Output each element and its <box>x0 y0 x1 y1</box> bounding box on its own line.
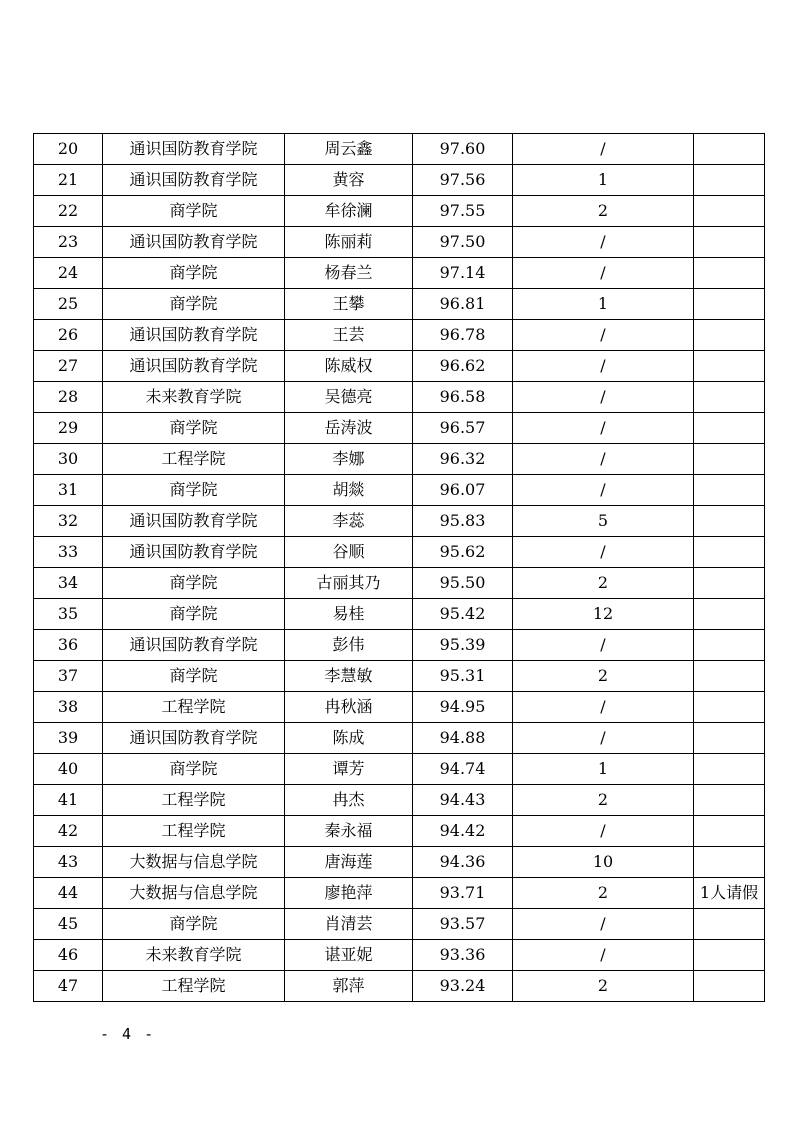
count-cell: / <box>513 909 694 940</box>
college-cell: 通识国防教育学院 <box>103 351 285 382</box>
student-name-cell: 陈威权 <box>285 351 413 382</box>
note-cell <box>694 413 765 444</box>
table-row <box>34 661 765 692</box>
row-number: 26 <box>34 320 103 351</box>
row-number: 20 <box>34 134 103 165</box>
student-name-cell: 杨春兰 <box>285 258 413 289</box>
count-cell: 2 <box>513 568 694 599</box>
note-cell <box>694 382 765 413</box>
note-cell <box>694 475 765 506</box>
college-cell: 商学院 <box>103 568 285 599</box>
college-cell: 通识国防教育学院 <box>103 537 285 568</box>
row-number: 24 <box>34 258 103 289</box>
score-cell: 95.39 <box>413 630 513 661</box>
college-cell: 通识国防教育学院 <box>103 134 285 165</box>
college-cell: 商学院 <box>103 258 285 289</box>
college-cell: 商学院 <box>103 413 285 444</box>
row-number: 36 <box>34 630 103 661</box>
student-name-cell: 彭伟 <box>285 630 413 661</box>
count-cell: / <box>513 258 694 289</box>
score-cell: 96.62 <box>413 351 513 382</box>
college-cell: 未来教育学院 <box>103 382 285 413</box>
college-cell: 通识国防教育学院 <box>103 165 285 196</box>
college-cell: 通识国防教育学院 <box>103 723 285 754</box>
count-cell: / <box>513 940 694 971</box>
student-name-cell: 肖清芸 <box>285 909 413 940</box>
score-cell: 97.50 <box>413 227 513 258</box>
note-cell <box>694 909 765 940</box>
table-row <box>34 599 765 630</box>
student-name-cell: 谌亚妮 <box>285 940 413 971</box>
row-number: 30 <box>34 444 103 475</box>
student-name-cell: 谷顺 <box>285 537 413 568</box>
student-name-cell: 王芸 <box>285 320 413 351</box>
score-cell: 94.88 <box>413 723 513 754</box>
row-number: 40 <box>34 754 103 785</box>
count-cell: / <box>513 382 694 413</box>
college-cell: 商学院 <box>103 599 285 630</box>
count-cell: / <box>513 351 694 382</box>
note-cell <box>694 723 765 754</box>
student-name-cell: 冉秋涵 <box>285 692 413 723</box>
score-cell: 96.57 <box>413 413 513 444</box>
score-cell: 95.62 <box>413 537 513 568</box>
note-cell <box>694 134 765 165</box>
score-cell: 96.81 <box>413 289 513 320</box>
student-name-cell: 陈丽莉 <box>285 227 413 258</box>
note-cell <box>694 289 765 320</box>
score-cell: 94.42 <box>413 816 513 847</box>
row-number: 42 <box>34 816 103 847</box>
college-cell: 未来教育学院 <box>103 940 285 971</box>
note-cell <box>694 227 765 258</box>
row-number: 37 <box>34 661 103 692</box>
ranking-table <box>33 133 765 1002</box>
count-cell: / <box>513 227 694 258</box>
row-number: 33 <box>34 537 103 568</box>
college-cell: 大数据与信息学院 <box>103 878 285 909</box>
count-cell: 12 <box>513 599 694 630</box>
student-name-cell: 牟徐澜 <box>285 196 413 227</box>
student-name-cell: 郭萍 <box>285 971 413 1002</box>
table-row <box>34 227 765 258</box>
college-cell: 通识国防教育学院 <box>103 227 285 258</box>
note-cell <box>694 816 765 847</box>
table-row <box>34 196 765 227</box>
student-name-cell: 陈成 <box>285 723 413 754</box>
table-row <box>34 444 765 475</box>
note-cell <box>694 692 765 723</box>
college-cell: 商学院 <box>103 289 285 320</box>
table-row <box>34 537 765 568</box>
row-number: 38 <box>34 692 103 723</box>
table-row <box>34 630 765 661</box>
count-cell: 2 <box>513 661 694 692</box>
score-cell: 97.55 <box>413 196 513 227</box>
college-cell: 工程学院 <box>103 816 285 847</box>
table-row <box>34 940 765 971</box>
score-cell: 93.57 <box>413 909 513 940</box>
row-number: 45 <box>34 909 103 940</box>
score-cell: 97.60 <box>413 134 513 165</box>
table-row <box>34 754 765 785</box>
table-row <box>34 971 765 1002</box>
note-cell: 1人请假 <box>694 878 765 909</box>
count-cell: / <box>513 413 694 444</box>
row-number: 31 <box>34 475 103 506</box>
student-name-cell: 易桂 <box>285 599 413 630</box>
row-number: 21 <box>34 165 103 196</box>
table-row <box>34 165 765 196</box>
ranking-table-body <box>34 134 765 1002</box>
count-cell: / <box>513 630 694 661</box>
table-row <box>34 506 765 537</box>
count-cell: 10 <box>513 847 694 878</box>
table-row <box>34 909 765 940</box>
score-cell: 94.95 <box>413 692 513 723</box>
college-cell: 通识国防教育学院 <box>103 506 285 537</box>
count-cell: / <box>513 475 694 506</box>
count-cell: 2 <box>513 971 694 1002</box>
table-row <box>34 382 765 413</box>
student-name-cell: 廖艳萍 <box>285 878 413 909</box>
row-number: 44 <box>34 878 103 909</box>
row-number: 32 <box>34 506 103 537</box>
row-number: 41 <box>34 785 103 816</box>
student-name-cell: 秦永福 <box>285 816 413 847</box>
note-cell <box>694 506 765 537</box>
note-cell <box>694 630 765 661</box>
note-cell <box>694 537 765 568</box>
note-cell <box>694 258 765 289</box>
count-cell: 2 <box>513 878 694 909</box>
count-cell: / <box>513 444 694 475</box>
college-cell: 商学院 <box>103 754 285 785</box>
student-name-cell: 岳涛波 <box>285 413 413 444</box>
note-cell <box>694 599 765 630</box>
table-row <box>34 785 765 816</box>
note-cell <box>694 165 765 196</box>
note-cell <box>694 940 765 971</box>
college-cell: 通识国防教育学院 <box>103 630 285 661</box>
note-cell <box>694 444 765 475</box>
note-cell <box>694 568 765 599</box>
count-cell: 1 <box>513 754 694 785</box>
table-row <box>34 258 765 289</box>
student-name-cell: 黄容 <box>285 165 413 196</box>
score-cell: 93.24 <box>413 971 513 1002</box>
student-name-cell: 王攀 <box>285 289 413 320</box>
college-cell: 工程学院 <box>103 785 285 816</box>
note-cell <box>694 754 765 785</box>
table-row <box>34 475 765 506</box>
student-name-cell: 谭芳 <box>285 754 413 785</box>
note-cell <box>694 847 765 878</box>
table-row <box>34 413 765 444</box>
note-cell <box>694 320 765 351</box>
note-cell <box>694 785 765 816</box>
score-cell: 97.56 <box>413 165 513 196</box>
score-cell: 95.31 <box>413 661 513 692</box>
college-cell: 商学院 <box>103 475 285 506</box>
college-cell: 工程学院 <box>103 444 285 475</box>
count-cell: 1 <box>513 289 694 320</box>
student-name-cell: 李慧敏 <box>285 661 413 692</box>
note-cell <box>694 661 765 692</box>
score-cell: 94.43 <box>413 785 513 816</box>
score-cell: 97.14 <box>413 258 513 289</box>
row-number: 35 <box>34 599 103 630</box>
count-cell: / <box>513 537 694 568</box>
score-cell: 94.74 <box>413 754 513 785</box>
score-cell: 95.83 <box>413 506 513 537</box>
row-number: 34 <box>34 568 103 599</box>
count-cell: 1 <box>513 165 694 196</box>
college-cell: 商学院 <box>103 661 285 692</box>
score-cell: 93.36 <box>413 940 513 971</box>
count-cell: / <box>513 723 694 754</box>
count-cell: 5 <box>513 506 694 537</box>
student-name-cell: 周云鑫 <box>285 134 413 165</box>
college-cell: 工程学院 <box>103 692 285 723</box>
score-cell: 96.78 <box>413 320 513 351</box>
row-number: 43 <box>34 847 103 878</box>
note-cell <box>694 971 765 1002</box>
row-number: 29 <box>34 413 103 444</box>
row-number: 25 <box>34 289 103 320</box>
row-number: 46 <box>34 940 103 971</box>
table-row <box>34 289 765 320</box>
student-name-cell: 古丽其乃 <box>285 568 413 599</box>
score-cell: 95.42 <box>413 599 513 630</box>
score-cell: 96.32 <box>413 444 513 475</box>
student-name-cell: 唐海莲 <box>285 847 413 878</box>
count-cell: / <box>513 692 694 723</box>
count-cell: 2 <box>513 785 694 816</box>
college-cell: 商学院 <box>103 909 285 940</box>
table-row <box>34 878 765 909</box>
score-cell: 93.71 <box>413 878 513 909</box>
row-number: 39 <box>34 723 103 754</box>
college-cell: 通识国防教育学院 <box>103 320 285 351</box>
row-number: 23 <box>34 227 103 258</box>
student-name-cell: 胡燚 <box>285 475 413 506</box>
table-row <box>34 134 765 165</box>
score-cell: 96.07 <box>413 475 513 506</box>
table-row <box>34 568 765 599</box>
student-name-cell: 吴德亮 <box>285 382 413 413</box>
table-row <box>34 847 765 878</box>
count-cell: 2 <box>513 196 694 227</box>
row-number: 27 <box>34 351 103 382</box>
college-cell: 工程学院 <box>103 971 285 1002</box>
student-name-cell: 冉杰 <box>285 785 413 816</box>
row-number: 28 <box>34 382 103 413</box>
college-cell: 大数据与信息学院 <box>103 847 285 878</box>
score-cell: 95.50 <box>413 568 513 599</box>
table-row <box>34 723 765 754</box>
count-cell: / <box>513 134 694 165</box>
count-cell: / <box>513 816 694 847</box>
page-number: - 4 - <box>100 1025 156 1043</box>
table-row <box>34 351 765 382</box>
table-row <box>34 692 765 723</box>
table-row <box>34 816 765 847</box>
student-name-cell: 李蕊 <box>285 506 413 537</box>
note-cell <box>694 196 765 227</box>
college-cell: 商学院 <box>103 196 285 227</box>
row-number: 47 <box>34 971 103 1002</box>
score-cell: 94.36 <box>413 847 513 878</box>
score-cell: 96.58 <box>413 382 513 413</box>
count-cell: / <box>513 320 694 351</box>
note-cell <box>694 351 765 382</box>
row-number: 22 <box>34 196 103 227</box>
table-row <box>34 320 765 351</box>
student-name-cell: 李娜 <box>285 444 413 475</box>
